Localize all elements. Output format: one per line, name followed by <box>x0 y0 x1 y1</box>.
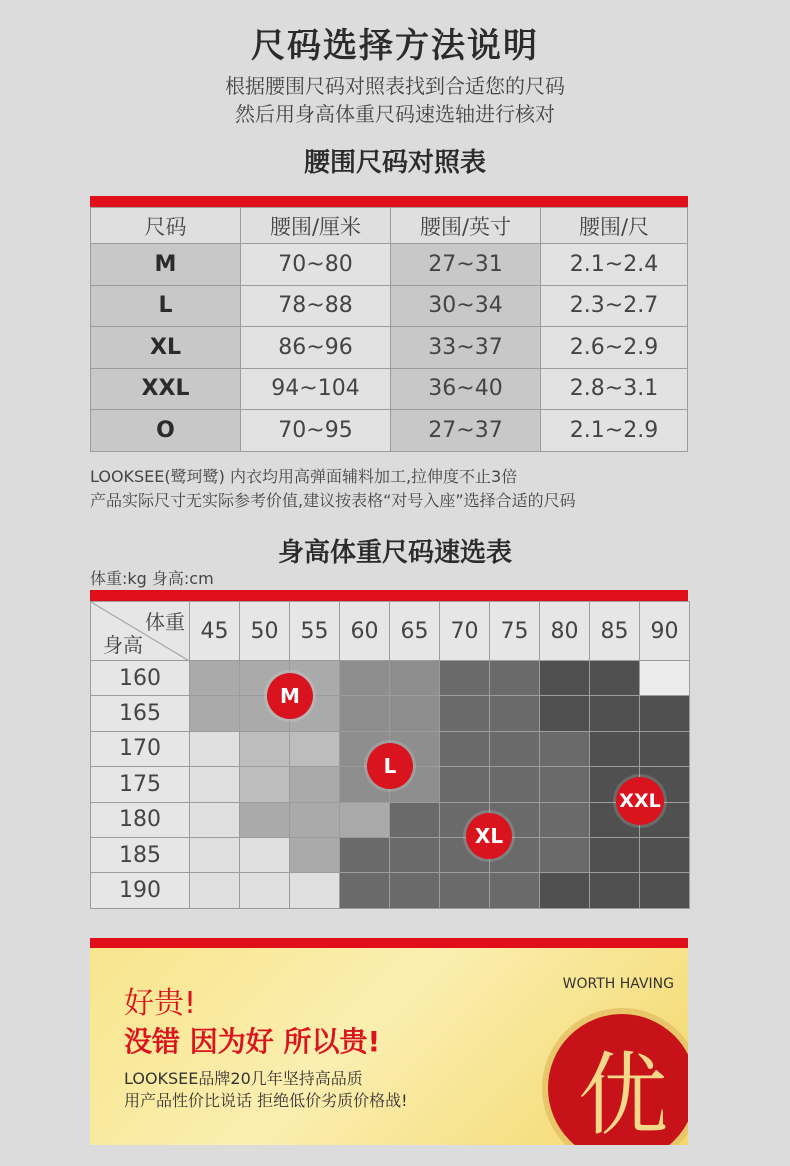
grid-cell <box>440 732 490 767</box>
grid-cell <box>290 838 340 873</box>
grid-cell <box>390 838 440 873</box>
weight-header-75: 75 <box>490 601 540 661</box>
seal-character: 优 <box>578 1043 668 1145</box>
table-row <box>91 244 688 286</box>
table-row <box>91 285 688 327</box>
fit-note: 产品实际尺寸无实际参考价值,建议按表格“对号入座”选择合适的尺码 <box>90 491 576 510</box>
grid-cell <box>390 803 440 838</box>
grid-cell <box>390 873 440 908</box>
weight-header-45: 45 <box>190 601 240 661</box>
height-header-180: 180 <box>90 803 190 838</box>
weight-header-90: 90 <box>640 601 690 661</box>
grid-cell <box>190 732 240 767</box>
cm-cell: 70~95 <box>241 410 391 452</box>
grid-cell <box>190 767 240 802</box>
grid-cell <box>540 803 590 838</box>
inch-cell: 36~40 <box>391 368 541 410</box>
grid-cell <box>490 661 540 696</box>
weight-header-60: 60 <box>340 601 390 661</box>
grid-cell <box>540 873 590 908</box>
quick-table-title: 身高体重尺码速选表 <box>277 538 512 568</box>
grid-cell <box>340 838 390 873</box>
grid-cell <box>590 838 640 873</box>
cm-cell: 94~104 <box>241 368 391 410</box>
grid-cell <box>490 732 540 767</box>
size-cell: O <box>91 410 241 452</box>
grid-cell <box>190 696 240 731</box>
waist-size-table <box>90 207 688 452</box>
worth-having-label: WORTH HAVING <box>562 976 674 992</box>
grid-cell <box>540 661 590 696</box>
grid-cell <box>240 838 290 873</box>
grid-cell <box>390 661 440 696</box>
intro-line-2: 然后用身高体重尺码速选轴进行核对 <box>235 102 555 126</box>
grid-cell <box>640 838 690 873</box>
waist-table-title: 腰围尺码对照表 <box>303 148 486 178</box>
grid-cell <box>590 661 640 696</box>
grid-cell <box>590 732 640 767</box>
banner-slogan: 没错 因为好 所以贵! <box>124 1025 381 1058</box>
red-divider <box>90 196 688 207</box>
quality-seal <box>542 1008 688 1145</box>
inch-cell: 27~31 <box>391 244 541 286</box>
size-badge-m: M <box>267 673 313 719</box>
grid-cell <box>440 873 490 908</box>
size-badge-l: L <box>367 743 413 789</box>
banner-red-bar <box>90 938 688 948</box>
height-header-165: 165 <box>90 696 190 731</box>
brand-banner <box>90 938 688 1145</box>
grid-cell <box>590 696 640 731</box>
banner-text-2: 用产品性价比说话 拒绝低价劣质价格战! <box>124 1091 408 1110</box>
header-cell: 腰围/厘米 <box>241 208 391 244</box>
cm-cell: 86~96 <box>241 327 391 369</box>
table-header-row <box>91 208 688 244</box>
weight-header-65: 65 <box>390 601 440 661</box>
height-header-170: 170 <box>90 732 190 767</box>
table-row <box>91 410 688 452</box>
chi-cell: 2.8~3.1 <box>541 368 688 410</box>
grid-cell <box>240 767 290 802</box>
intro-line-1: 根据腰围尺码对照表找到合适您的尺码 <box>225 74 565 98</box>
grid-cell <box>390 696 440 731</box>
grid-cell <box>290 803 340 838</box>
cm-cell: 70~80 <box>241 244 391 286</box>
chi-cell: 2.6~2.9 <box>541 327 688 369</box>
inch-cell: 30~34 <box>391 285 541 327</box>
chi-cell: 2.1~2.4 <box>541 244 688 286</box>
weight-header-85: 85 <box>590 601 640 661</box>
material-note: LOOKSEE(鹭珂鹭) 内衣均用高弹面辅料加工,拉伸度不止3倍 <box>90 467 518 486</box>
corner-height-label: 身高 <box>103 633 143 657</box>
inch-cell: 33~37 <box>391 327 541 369</box>
weight-header-80: 80 <box>540 601 590 661</box>
height-header-190: 190 <box>90 873 190 908</box>
chi-cell: 2.3~2.7 <box>541 285 688 327</box>
header-cell: 腰围/尺 <box>541 208 688 244</box>
chi-cell: 2.1~2.9 <box>541 410 688 452</box>
grid-cell <box>440 696 490 731</box>
table-row <box>91 368 688 410</box>
grid-cell <box>340 873 390 908</box>
grid-cell <box>290 767 340 802</box>
weight-header-70: 70 <box>440 601 490 661</box>
size-badge-xxl: XXL <box>616 777 664 825</box>
weight-header-50: 50 <box>240 601 290 661</box>
grid-cell <box>340 661 390 696</box>
grid-cell <box>290 873 340 908</box>
units-label: 体重:kg 身高:cm <box>90 569 214 588</box>
grid-cell <box>190 661 240 696</box>
grid-cell <box>640 732 690 767</box>
grid-cell <box>190 873 240 908</box>
size-badge-xl: XL <box>466 813 512 859</box>
table-row <box>91 327 688 369</box>
size-cell: XL <box>91 327 241 369</box>
grid-cell <box>240 873 290 908</box>
header-cell: 尺码 <box>91 208 241 244</box>
grid-cell <box>190 803 240 838</box>
grid-cell <box>590 873 640 908</box>
height-weight-grid <box>90 601 688 909</box>
height-header-175: 175 <box>90 767 190 802</box>
grid-cell <box>640 696 690 731</box>
grid-cell <box>540 732 590 767</box>
banner-headline: 好贵! <box>124 986 197 1021</box>
grid-cell <box>190 838 240 873</box>
grid-cell <box>540 767 590 802</box>
height-header-160: 160 <box>90 661 190 696</box>
header-cell: 腰围/英寸 <box>391 208 541 244</box>
height-header-185: 185 <box>90 838 190 873</box>
grid-cell <box>340 803 390 838</box>
grid-cell <box>490 767 540 802</box>
size-cell: L <box>91 285 241 327</box>
grid-cell <box>440 767 490 802</box>
grid-cell <box>640 661 690 696</box>
size-cell: M <box>91 244 241 286</box>
banner-text-1: LOOKSEE品牌20几年坚持高品质 <box>124 1069 363 1088</box>
grid-corner <box>90 601 190 661</box>
grid-cell <box>540 838 590 873</box>
grid-cell <box>440 661 490 696</box>
page-title: 尺码选择方法说明 <box>251 26 539 66</box>
grid-cell <box>540 696 590 731</box>
grid-cell <box>490 873 540 908</box>
grid-cell <box>240 803 290 838</box>
weight-header-55: 55 <box>290 601 340 661</box>
grid-cell <box>490 696 540 731</box>
cm-cell: 78~88 <box>241 285 391 327</box>
inch-cell: 27~37 <box>391 410 541 452</box>
corner-weight-label: 体重 <box>145 610 185 634</box>
size-cell: XXL <box>91 368 241 410</box>
grid-cell <box>290 732 340 767</box>
red-divider <box>90 590 688 601</box>
grid-cell <box>240 732 290 767</box>
grid-cell <box>340 696 390 731</box>
grid-cell <box>640 873 690 908</box>
